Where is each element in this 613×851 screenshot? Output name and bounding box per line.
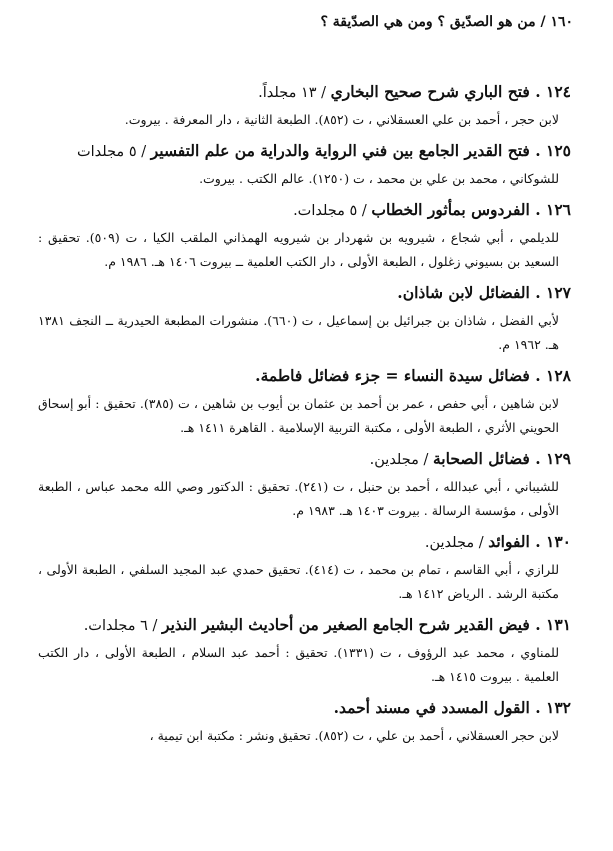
bibliography-entry-129 — [38, 447, 571, 523]
entry-details: لابن شاهين ، أبي حفص ، عمر بن أحمد بن عثمان بن أيوب بن شاهين ، ت (٣٨٥). تحقيق : أبو إسحاق الحويني الأثري ، الطبعة الأولى ، مكتبة التربية الإسلامية . القاهرة ١٤١١ هـ. — [38, 396, 559, 435]
bibliography-entry-127 — [38, 281, 571, 357]
entry-title-text: ١٢٨ . فضائل سيدة النساء = جزء فضائل فاطمة. — [255, 366, 571, 385]
entry-details: للشوكاني ، محمد بن علي بن محمد ، ت (١٢٥٠). عالم الكتب . بيروت. — [199, 171, 559, 186]
entry-volumes: / مجلدين. — [369, 452, 433, 468]
entry-title-text: ١٢٦ . الفردوس بمأثور الخطاب — [371, 200, 571, 219]
entry-volumes: / ١٣ مجلداً. — [258, 85, 331, 101]
entry-volumes: / ٥ مجلدات. — [293, 203, 372, 219]
bibliography-entry-125 — [38, 139, 571, 191]
entry-title — [38, 139, 571, 164]
bibliography-entry-131 — [38, 613, 571, 689]
entry-volumes: / ٦ مجلدات. — [83, 618, 163, 634]
entry-details: للمناوي ، محمد عبد الرؤوف ، ت (١٣٣١). تحقيق : أحمد عبد السلام ، الطبعة الأولى ، دار الكتب العلمية . بيروت ١٤١٥ هـ. — [38, 645, 559, 684]
bibliography-entry-126 — [38, 198, 571, 274]
entry-details: لابن حجر ، أحمد بن علي العسقلاني ، ت (٨٥٢). الطبعة الثانية ، دار المعرفة . بيروت. — [124, 112, 559, 127]
bibliography-entry-130 — [38, 530, 571, 606]
bibliography-entry-132 — [38, 696, 571, 748]
entry-title — [38, 530, 571, 555]
entry-details: للشيباني ، أبي عبدالله ، أحمد بن حنبل ، ت (٢٤١). تحقيق : الدكتور وصي الله محمد عباس ، الطبعة الأولى ، مؤسسة الرسالة . بيروت ١٤٠٣ هـ. ١٩٨٣ م. — [38, 479, 559, 518]
bibliography-entry-128 — [38, 364, 571, 440]
entry-title — [38, 281, 571, 306]
entry-details: لأبي الفضل ، شاذان بن جبرائيل بن إسماعيل ، ت (٦٦٠). منشورات المطبعة الحيدرية ــ النجف ١٣٨١ هـ. ١٩٦٢ م. — [38, 313, 559, 352]
bibliography-list — [38, 80, 571, 755]
entry-title — [38, 198, 571, 223]
entry-title-text: ١٢٧ . الفضائل لابن شاذان. — [397, 283, 571, 302]
entry-title — [38, 696, 571, 721]
entry-title-text: ١٣٢ . القول المسدد في مسند أحمد. — [333, 698, 571, 717]
entry-title-text: ١٢٤ . فتح الباري شرح صحيح البخاري — [330, 82, 571, 101]
entry-volumes: / ٥ مجلدات — [76, 144, 151, 160]
entry-title — [38, 613, 571, 638]
entry-title-text: ١٣٠ . الفوائد — [488, 532, 571, 551]
entry-details: لابن حجر العسقلاني ، أحمد بن علي ، ت (٨٥٢). تحقيق ونشر : مكتبة ابن تيمية ، — [149, 728, 559, 743]
page-header: ١٦٠ / من هو الصدّيق ؟ ومن هي الصدّيقة ؟ — [320, 14, 573, 30]
entry-details: للرازي ، أبي القاسم ، تمام بن محمد ، ت (٤١٤). تحقيق حمدي عبد المجيد السلفي ، الطبعة الأولى ، مكتبة الرشد . الرياض ١٤١٢ هـ. — [38, 562, 560, 601]
entry-title-text: ١٢٩ . فضائل الصحابة — [432, 449, 571, 468]
entry-volumes: / مجلدين. — [424, 535, 489, 551]
entry-details: للديلمي ، أبي شجاع ، شيرويه بن شهردار بن شيرويه الهمذاني الملقب الكيا ، ت (٥٠٩). تحقيق : السعيد بن بسيوني زغلول ، الطبعة الأولى ، دار الكتب العلمية ــ بيروت ١٤٠٦ هـ. ١٩٨٦ م. — [38, 230, 559, 269]
entry-title — [38, 447, 571, 472]
entry-title — [38, 80, 571, 105]
entry-title-text: ١٣١ . فيض القدير شرح الجامع الصغير من أحاديث البشير النذير — [162, 615, 571, 634]
entry-title-text: ١٢٥ . فتح القدير الجامع بين فني الرواية والدراية من علم التفسير — [150, 141, 571, 160]
entry-title — [38, 364, 571, 389]
bibliography-entry-124 — [38, 80, 571, 132]
